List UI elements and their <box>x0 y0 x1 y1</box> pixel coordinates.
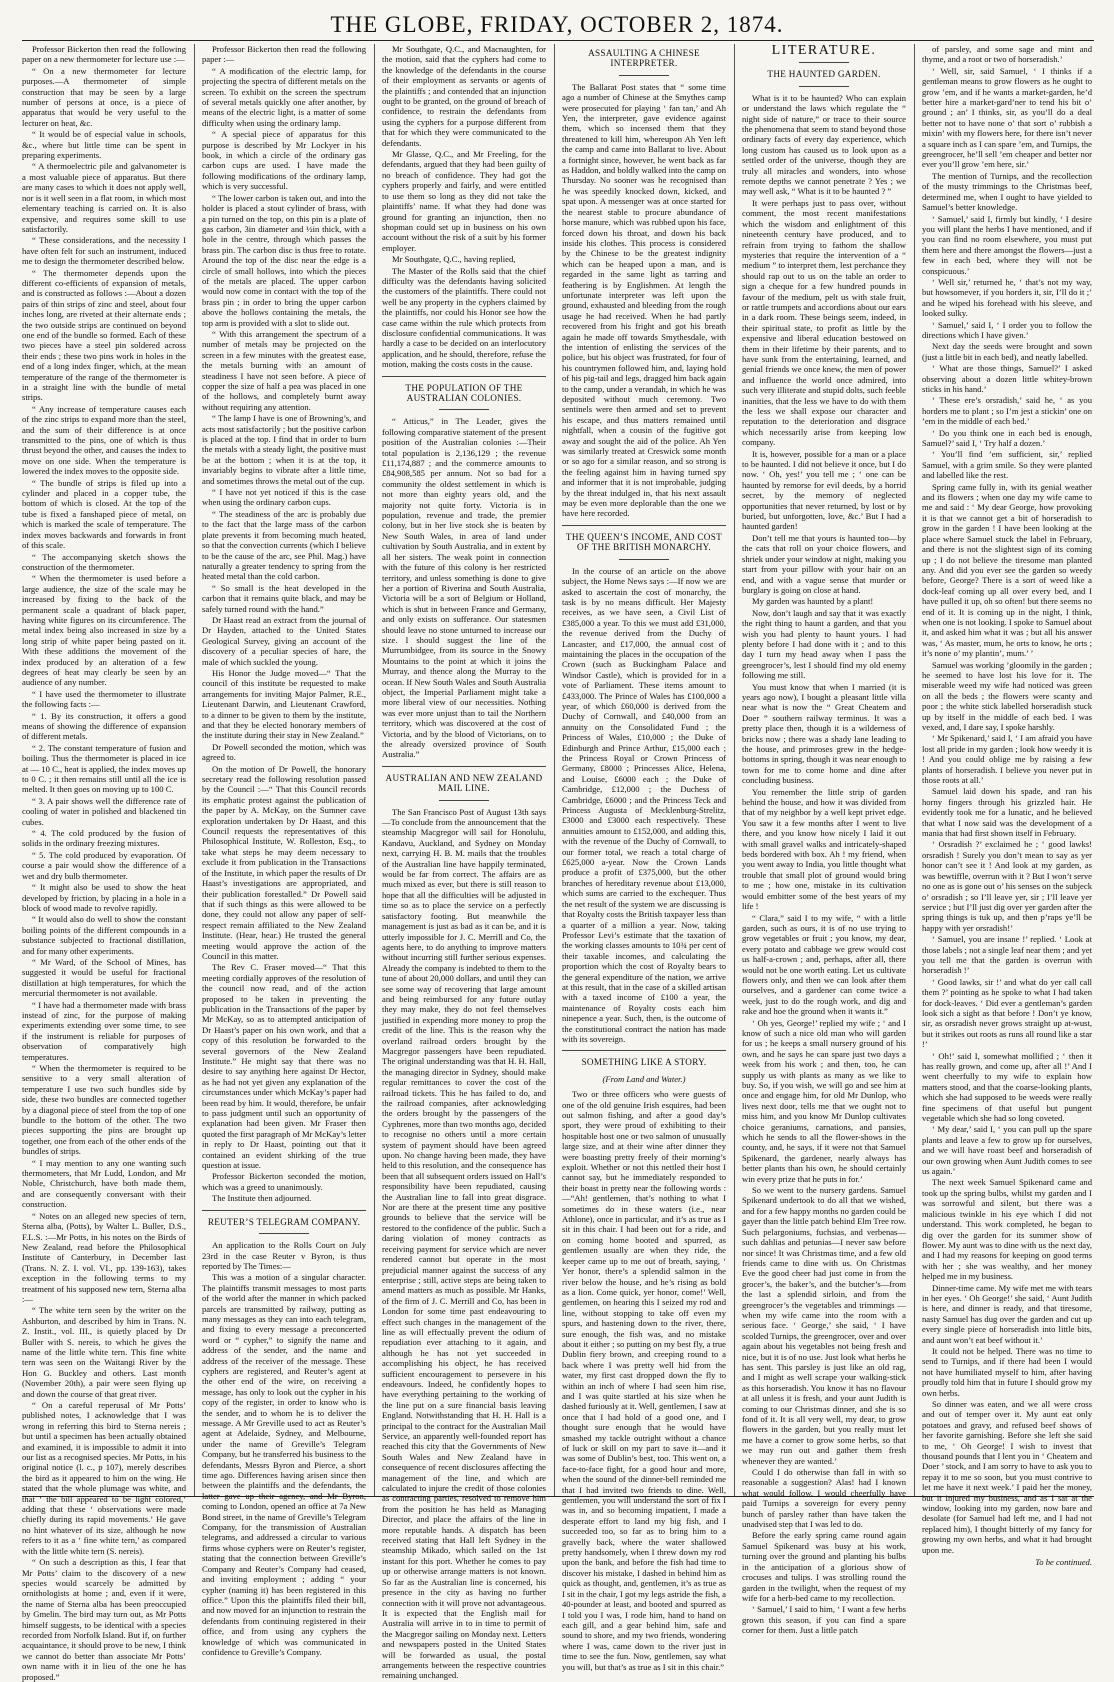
paragraph: “ Atticus,” in The Leader, gives the following comparative statement of the present position of the Australian colonies :—Their total population is 2,136,129 ; the revenue £11,174,887 ; and the commerce amounts to £84,908,585 per annum. Not so bad for a community the oldest settlement in which is not more than eighty years old, and the majority not quite forty. Victoria is in population, revenue and trade, the premier colony, but in her live stock she is beaten by New South Wales, in area of land under cultivation by South Australia, and in extent by all her sisters. The weak point in connection with the future of this colony is her restricted territory, and unless something is done to give her a portion of Riverina and South Australia, Victoria will be a sort of Belgium or Holland, which is shut in between France and Germany, and only exists on sufferance. Our statesmen should leave no stone unturned to increase our size. I should suggest the line of the Murrumbidgee, from its source in the Snowy Mountains to the point at which it joins the Murray, and thence along the Murray to the ocean. If New South Wales and South Australia object, the Imperial Parliament might take a more liberal view of our necessities. Nothing was ever more unjust than to tail the Northern territory, which was discovered at the cost of Victoria, and by the blood of Victorians, on to the already oversized province of South Australia.” <box>382 416 546 760</box>
paragraph: The next week Samuel Spikenard came and took up the spring bulbs, whilst my garden and I was sorrowful and silent, but there was a malicious twinkle in his eye which I did not understand. This work completed, he began to dig over the garden for its summer show of flower. My aunt was to dine with us the next day, and I had my reasons for keeping on good terms with her ; she was wealthy, and her money helped me in my business. <box>922 1177 1092 1282</box>
story-heading: SOMETHING LIKE A STORY. <box>581 1057 707 1068</box>
paragraph: “ Clara,” said I to my wife, “ with a little garden, such as ours, it is of no use trying to grow vegetables or fruit ; you know, my dear, every potato and cabbage we grew would cost us half-a-crown ; and, perhaps, after all, there would not be one worth eating. Let us cultivate flowers only, and then we can look after them ourselves, and a gardener can come twice a week, just to do the rough work, and dig and rake and hoe the ground when it wants it.” <box>742 912 906 1017</box>
population-heading: THE POPULATION OF THE AUSTRALIAN COLONIES. <box>405 382 523 403</box>
paragraph: Now, don’t laugh and say that it was exactly the right thing to haunt a garden, and that you wish you had plenty to haunt yours. I had plenty before I had done with it ; and to this day I turn my head away when I pass the greengrocer’s, lest I should find my old enemy following me still. <box>742 607 906 681</box>
paragraph: “ On such a description as this, I fear that Mr Potts’ claim to the discovery of a new species would scarcely be admitted by ornithologists at home ; and, even if it were, the name of Sterna alba has been preoccupied by Gmelin. The bird may turn out, as Mr Potts himself suggests, to be identical with a species recorded from Norfolk Island. But if, on further acquaintance, it should prove to be new, I think we cannot do better than associate Mr Potts’ own name with it in lieu of the one he has proposed.” <box>22 1557 186 1682</box>
paragraph: “ I have not yet noticed if this is the case when using the ordinary carbon cups. <box>202 487 366 508</box>
paragraph: “ 5. The cold produced by evaporation. Of course a pair would show the difference of a wet and dry bulb thermometer. <box>22 849 186 881</box>
paragraph: On the motion of Dr Powell, the honorary secretary read the following resolution passed by the Council :—“ That this Council records its emphatic protest against the publication of the paper by A. McKay, on the Sumner cave exploration undertaken by Dr Haast, and this Council requests the representatives of this Philosophical Institute, W. Rolleston, Esq., to take what steps he may deem necessary to exclude it from publication in the Transactions of the Institute, in which paper the results of Dr Haast’s investigations are appropriated, and their publication forestalled.” Dr Powell said that if such things as this were allowed to be done, they could not allow any paper of self-respect remain affiliated to the New Zealand Institute. (Hear, hear.) He trusted the general meeting would approve the action of the Council in this matter. <box>202 763 366 961</box>
paragraph: “ These considerations, and the necessity I have often felt for such an instrument, induced me to design the thermometer described below. <box>22 235 186 267</box>
paragraph: “ Mr Ward, of the School of Mines, has suggested it would be useful for fractional distillation at high temperatures, for which the mercurial thermometer is not available. <box>22 956 186 999</box>
short-rule <box>619 559 669 560</box>
column-2 <box>202 44 366 1657</box>
paragraph: “ I have had a thermometer made with brass instead of zinc, for the purpose of making experiments extending over some time, to see if the instrument is reliable for purposes of observation of comparatively high temperatures. <box>22 999 186 1062</box>
paragraph: “ A special piece of apparatus for this purpose is described by Mr Lockyer in his book, in which a circle of the ordinary gas carbon cups are used. I have made the following modifications of the ordinary lamp, which is very successful. <box>202 129 366 192</box>
paragraph: Mr Glasse, Q.C., and Mr Freeling, for the defendants, argued that they had been guilty of no breach of confidence. They had got the cyphers properly and fairly, and were entitled to use them so long as they did not take the plaintiffs’ name. If what they had done was ground for granting an injunction, then no shopman could set up in business on his own account without the risk of a suit by his former employer. <box>382 149 546 253</box>
paragraph: Samuel laid down his spade, and ran his horny fingers through his grizzled hair. He evidently took me for a lunatic, and he believed that what I now said was the development of a mania that had first shown itself in February. <box>922 786 1092 839</box>
paragraph: Don’t tell me that yours is haunted too—by the cats that roll on your choice flowers, and shriek under your window at night, making you start from your pillow with your hair on an end, and with a vague sense that murder or burglary is going on close at hand. <box>742 532 906 595</box>
paragraph: Two or three officers who were guests of one of the old genuine Irish esquires, had been out salmon fishing, and after a good day’s sport, they were proud of exhibiting to their hospitable host one or two salmon of unusually large size, and at their wine after dinner they were boasting pretty freely of their morning’s exploit. Whether or not this nettled their host I cannot say, but he immediately responded to their boast in pretty near the following words :—“Ah! gentlemen, that’s nothing to what I sometimes do in these waters (i.e., near Athlone), once in particular, and it’s as true as I sit in this chair. I had been out for a ride, and on coming home booted and spurred, as gentlemen usually are when they ride, the keeper came up to me out of breath, saying, ‘ Yer honor, there’s a splendid salmon in the river below the house, and he’s rising as bold as a lion. Come quick, yer honor, come!’ Well, gentlemen, on hearing this I seized my rod and line, without stopping to take off even my spurs, and hastening down to the river, there, sure enough, the fish was, and no mistake about it either ; so putting on my best fly, a true Dublin fiery brown, and creeping round to a back where I was pretty well hid from the water, my first cast dropped down the fly to within an inch of where I had seen him rise, and I was quite startled at his size when he dashed furiously at it. Well, gentlemen, I saw at once that I had hold of a good one, and I thought sure enough that he would have smashed my tackle outright without a chance of luck or skill on my part to save it—and it was some of Dublin’s best, too. This went on, a face-to-face fight, for a good hour and more, when the sound of the dinner-bell reminded me that I had invited two friends to dine. Well, gentlemen, you will understand the sort of fix I was in, and so becoming impatient, I made a desperate effort to land my big fish, and I succeeded too, so far as to bring him to a gravelly back, where the water shallowed pretty handsomely, when I threw down my rod upon the bank, and before the fish had time to discover his mistake, I dashed in behind him as quick as thought, and, gentlemen, it’s as true as I sit in the chair, I got my legs astride the fish, a 40-pounder at least, and booted and spurred as I told you I was, I rode him, hand to hand on each gill, and a gear behind him, safe and sound to shore, and my two friends, wondering where I was, came down to the river just in time to see the fun. Now, gentlemen, say what you will, but that’s as true as I sit in this chair.” <box>562 1089 726 1672</box>
paragraph: ‘ What are those things, Samuel?’ I asked observing about a dozen little whitey-brown sticks in his hand.’ <box>922 363 1092 394</box>
paragraph: “ 2. The constant temperature of fusion and boiling. Thus the thermometer is placed in ice at — 10 C., heat is applied, the index moves up to 0 C. ; it then remains still until all the ice is melted. It then goes on moving up to 100 C. <box>22 742 186 795</box>
masthead: THE GLOBE, FRIDAY, OCTOBER 2, 1874. <box>330 12 784 37</box>
paragraph: “ The lower carbon is taken out, and into the holder is placed a stout cylinder of brass, with a pin turned on the top, on this pin is a plate of gas carbon, 3in diameter and ½in thick, with a hole in the centre, through which passes the brass pin. The carbon disc is thus free to rotate. Around the top of the disc near the edge is a circle of small hollows, into which the pieces of the metals are placed. The upper carbon would now come in contact with the top of the brass pin ; in order to bring the upper carbon above the hollows containing the metals, the top arm is provided with a slot to slide out. <box>202 192 366 328</box>
paragraph: It could not be helped. There was no time to send to Turnips, and if there had been I would not have humiliated myself to him, after having proudly told him that in future I should grow my own herbs. <box>922 1345 1092 1398</box>
paragraph: An application to the Rolls Court on July 23rd in the case Reuter v Byron, is thus reported by The Times:— <box>202 1240 366 1271</box>
paragraph: “ 4. The cold produced by the fusion of solids in the ordinary freezing mixtures. <box>22 828 186 849</box>
paragraph: “ The lamp I have is one of Browning’s, and acts most satisfactorily ; but the positive carbon is placed at the top. I find that in order to burn the metals with a steady light, the positive must be at the bottom ; when it is at the top, it invariably begins to vibrate after a little time, and sometimes throws the metal out of the cup. <box>202 413 366 486</box>
paragraph: Professor Bickerton seconded the motion, which was a greed to unanimously. <box>202 1171 366 1192</box>
paragraph: Mr Southgate, Q.C., having replied, <box>392 254 516 265</box>
column-3 <box>382 44 546 1681</box>
paragraph: You remember the little strip of garden behind the house, and how it was divided from that of my neighbor by a well kept privet edge. You saw it a few months after I went to live there, and you know how nicely I laid it out with small gravel walks and intricately-shaped beds bordered with box. Ah ! my friend, when you went away to India, you little thought what trouble that small plot of ground would bring to me ; how one, mistake in its cultivation would embitter some of the best years of my life ! <box>742 786 906 912</box>
paragraph: ‘ Do you think one in each bed is enough, Samuel?’ said I, ‘ Try half a dozen.’ <box>922 427 1092 449</box>
section-rule <box>562 525 726 526</box>
column-5 <box>742 43 906 1636</box>
paragraph: Dr Haast read an extract from the journal of Dr Hayden, attached to the United States Geological Survey, giving an account of the discovery of a peculiar species of hare, the male of which suckled the young. <box>202 614 366 667</box>
paragraph: ‘ Oh!’ said I, somewhat mollified ; ‘ then it has really grown, and come up, after all !’ And I went cheerfully to my wife to explain how matters stood, and that the coarse-looking plants, which she had supposed to be weeds were really fine specimens of that useful but pungent vegetable which she had so long coveted. <box>922 1050 1092 1124</box>
short-rule <box>439 409 489 410</box>
paragraph: My garden was haunted by a plant! <box>752 596 874 607</box>
paragraph: Samuel was working ’gloomily in the garden ; he seemed to have lost his love for it. The miserable weed my wife had noticed was green on all the beds ; the flowers were scanty and poor ; the white stick labelled horseradish stuck up by itself in the middle of each bed. I was vexed, and, I dare say, I spoke harshly. <box>922 659 1092 732</box>
section-rule <box>382 766 546 767</box>
literature-heading: LITERATURE. <box>771 43 877 58</box>
paragraph: Next day the seeds were brought and sown (just a little bit in each bed), and neatly labelled. <box>922 341 1092 362</box>
paragraph: “ It might also be used to show the heat developed by friction, by placing in a hole in a block of wood made to revolve rapidly. <box>22 882 186 913</box>
short-rule <box>619 75 669 76</box>
paragraph: of parsley, and some sage and mint and thyme, and a root or two of horseradish.’ <box>922 44 1092 65</box>
paragraph: ‘ Samuel,’ said I, ‘ I order you to follow the directions which I have given.’ <box>922 319 1092 340</box>
paragraph: ‘ Samuel, you are insane !’ replied. ‘ Look at those labels ; not a single leaf near them ; and yet you tell me that the garden is overrun with horseradish !’ <box>922 934 1092 976</box>
short-rule <box>439 800 489 801</box>
paragraph: “ The steadiness of the arc is probably due to the fact that the large mass of the carbon plate prevents it from becoming much heated, so that the convection currents (which I believe to be the cause of the arc, see Phil. Mag.) have naturally a greater tendency to spring from the heated metal than the cold carbon. <box>202 508 366 582</box>
to-be-continued: To be continued. <box>1035 1557 1092 1568</box>
paragraph: So we went to the nursery gardens. Samuel Spikenard undertook to do all that we wished, and for a few happy months no garden could be gayer than the little patch behind Elm Tree row. Such pelargoniums, fuchsias, and verbenas—such dahlias and petunias—I never saw before nor since! It was Christmas time, and a few old friends came to dine with us. On Christmas Eve the good cheer had just come in from the grocer’s, the baker’s, and the butcher’s—from the last a splendid sirloin, and from the greengrocer’s the vegetables and trimmings —when my wife came into the room with a serious face. ‘ George,’ she said, ‘ I have scolded Turnips, the greengrocer, over and over again about his vegetables not being fresh and nice, but it is of no use. Just look what herbs he has sent. This parsley is just like an old rag, and I might as well scrape your walking-stick as this horseradish. You know it has no flavour at all unless it is fresh, and your aunt Judith is coming to our Christmas dinner, and she is so fond of it. It is all very well, my dear, to grow flowers in the garden, but you really must let me have a corner to grow some herbs, so that we may run out and gather them fresh whenever they are wanted.’ <box>742 1185 906 1466</box>
section-rule <box>382 376 546 377</box>
queen-income-heading: THE QUEEN’S INCOME, AND COST OF THE BRITISH MONARCHY. <box>565 531 723 553</box>
column-2-main-text <box>202 44 366 1204</box>
paragraph: What is it to be haunted? Who can explain or understand the laws which regulate the “ night side of nature,” or trace to their source the phenomena that seem to stand beyond those ordinary facts of every day experience, which long custom has caused us to look upon as a settled order of the universe, though they are truly all miracles and wonders, into whose remote depths we cannot penetrate ? Yes ; we may well ask, “ What is it to be haunted ? ” <box>742 92 906 197</box>
short-rule <box>799 86 849 87</box>
paragraph: ‘ These ere’s orsradish,’ said he, ‘ as you horders me to plant ; so I’m jest a stickin’ one on ’em in the middle of each bed.’ <box>922 395 1092 427</box>
paragraph: “ A thermoelectric pile and galvanometer is a most valuable piece of apparatus. But there are many cases to which it does not apply well, nor is it well seen in a flat room, in which most elementary teaching is carried on. It is also expensive, and requires some skill to use satisfactorily. <box>22 161 186 234</box>
column-divider <box>374 44 375 1496</box>
paragraph: It were perhaps just to pass over, without comment, the most recent manifestations which the wisdom and enlightment of this nineteenth century have produced, and to refrain from trying to fathom the shallow mysteries that require the intervention of a “ medium ” to interpret them, lest perchance they should rap out to us on the table an order to sign a cheque for a few hundred pounds in favour of the medium, pelt us with stale fruit, or rattle trumpets and accordions about our ears in a dark room. These beings seem, indeed, in their spiritual state, to profit as little by the expensive and liberal education bestowed on them in their lifetime by their parents, and to have sunk from the entertaining, learned, and genial friends we once knew, the men of power and influence the world once admired, into such very illiterate and stupid dolts, such feeble inanities, that the less we have to do with them the less we shall expose our character and reputation to the deterioration and disgrace which necessarily arise from keeping low company. <box>742 197 906 448</box>
paragraph: ‘ Good lawks, sir !’ and what do yer call call them ?’ pointing as he spoke to what I had taken for dock-leaves. ‘ Did ever a gentleman’s garden look sich a sight as that before ! Don’t ye know, sir, as orsradish never grows straight up at-wust, but it strikes out roots as runs all round like a star !’ <box>922 976 1092 1050</box>
population-article <box>382 416 546 759</box>
paragraph: “ 3. A pair shows well the difference rate of cooling of water in polished and blackened tin cubes. <box>22 795 186 827</box>
paragraph: So dinner was eaten, and we all were cross and out of temper over it. My aunt eat only potatoes and gravy, and refused beef shows of her favorite garnishing. Before she left she said to me, ‘ Oh George! I wish to invest that thousand pounds that I lent you in ‘ Cheatem and Doer ’ stock, and I am sorry to have to ask you to repay it to me so soon, but you must contrive to let me have it next week.’ I paid her the money, but it injured my business, and as I sat at the window, looking into my garden, now bare and desolate (for Samuel had left me, and I had not replaced him), I thought bitterly of my fancy for growing my own herbs, and what it had brought upon me. <box>922 1399 1092 1555</box>
haunted-garden-heading: THE HAUNTED GARDEN. <box>767 69 881 80</box>
paragraph: “ It would also do well to show the constant boiling points of the different compounds in a substance subjected to fractional distillation, and for many other experiments. <box>22 914 186 956</box>
mail-line-heading: AUSTRALIAN AND NEW ZEALAND MAIL LINE. <box>385 772 543 794</box>
paragraph: “ A modification of the electric lamp, for projecting the spectra of different metals on the screen. To exhibit on the screen the spectrum of several metals quickly one after another, by means of the electric light, is a matter of some difficulty when using the ordinary lamp. <box>202 65 366 128</box>
paragraph: ‘ Oh yes, George!’ replied my wife ; ‘ and I know of such a nice old man who will garden for us ; he keeps a small nursery ground of his own, and he says he can spare just two days a week from his work ; and then, too, he can supply us with plants as many as we like to buy. So, if you wish, we will go and see him at once and engage him, for old Mr Dunlop, who lives next door, tells me that we ought not to miss him, and you know Mr Dunlop cultivates choice geraniums, carnations, and pansies, which he sends to all the flower-shows in the county, and, he says, if it were not that Samuel Spikenard, the gardener, nearly always has better plants than his own, he should certainly win every prize that he puts in for.’ <box>742 1017 906 1184</box>
column-3-main-text <box>382 44 546 370</box>
paragraph: The Master of the Rolls said that the chief difficulty was the defendants having solicited the customers of the plaintiffs. There could not well be any property in the cyphers claimed by the plaintiffs, nor could his Honor see how the case came within the rule which protects from disclosure confidential communications. It was hardly a case to be decided on an interlocutory application, and he should, therefore, refuse the motion, making the costs costs in the cause. <box>382 265 546 370</box>
paragraph: “ The white tern seen by the writer on the Ashburton, and described by him in Trans. N. Z. Instit., vol. III., is quietly placed by Dr Buller with S. nereis, to which he gives the name of the little white tern. This fine white tern was seen on the Waitangi River by the Hon G. Buckley and others. Last month (November 20th), a pair were seen flying up and down the course of that great river. <box>22 1305 186 1399</box>
paragraph: “ I may mention to any one wanting such thermometers, that Mr Ludd, London, and Mr Noble, Christchurch, have both made them, and are consequently conversant with their construction. <box>22 1157 186 1210</box>
paragraph: This was a motion of a singular character. The plaintiffs transmit messages to most parts of the world after the manner in which packed parcels are transmitted by railway, putting as many messages as they can into each telegram, and fixing to every message a preconcerted word or “ cypher,” to signify the name and address of the sender, and the name and address of the receiver of the message. These cyphers are registered, and Reuter’s agent at the other end of the wire, on receiving a message, has only to look out the cypher in his copy of the register, in order to know who is the sender, and to whom he is to deliver the message. A Mr Greville used to act as Reuter’s agent at Adelaide, Sydney, and Melbourne, under the name of Greville’s Telegram Company, but he transferred his business to the defendants, Messrs Byron and Pierce, a short time ago. Differences having arisen since then between the plaintiffs and the defendants, the latter gave up their agency, and Mr Byron, coming to London, opened an office at 7a New Bond street, in the name of Greville’s Telegram Company, for the transmission of Australian telegrams, and addressed a circular to various firms whose cyphers were on Reuter’s register, stating that the connection between Greville’s Company and Reuter’s Company had ceased, and inviting employment ; adding “ your cypher (naming it) has been registered in this office.” Upon this the plaintiffs filed their bill, and now moved for an injunction to restrain the defendants from continuing registered in their office, and from using any cyphers the knowledge of which was communicated in confidence to Greville’s Company. <box>202 1272 366 1657</box>
section-rule <box>202 1210 366 1211</box>
paragraph: Could I do otherwise than fall in with so reasonable a suggestion? Alas! had I known what would follow, I would cheerfully have paid Turnips a sovereign for every penny bunch of parsley rather than have taken the unadvised step that I was led to do. <box>742 1467 906 1530</box>
paragraph: “ Notes on an alleged new species of tern, Sterna alba, (Potts), by Walter L. Buller, D.S., F.L.S. :—Mr Potts, in his notes on the Birds of New Zealand, read before the Philosophical Institute of Canterbury, in December last (Trans. N. Z. I. vol. VI., pp. 139-163), takes exception in the following terms to my treatment of his supposed new tern, Sterna alba :— <box>22 1210 186 1304</box>
short-rule <box>259 1233 309 1234</box>
paragraph: ‘ Orsradish ?’ exclaimed he ; ‘ good lawks! orsradish ! Surely you don’t mean to say as yer honor can’t see it ! And look at my garden, as was bewtiffle, overrun with it ? But I won’t serve no one as is gone out o’ his senses on the subjeck o’ orsradish ; so I’ll leave yer, sir ; I’ll leave yer service ; but I’ll just dig over yer garden after the spring things is tuk up, and then p’raps ye’ll be happy with yer orsradish!’ <box>922 839 1092 933</box>
paragraph: “ When the thermometer is required to be sensitive to a very small alteration of temperature I use two such bundles side by side, these two bundles are connected together by a diagonal piece of steel from the top of one bundle to the bottom of the other. The two pieces supporting the pins are brought up together, one from each of the other ends of the bundles of strips. <box>22 1063 186 1157</box>
paragraph: ‘ My dear,’ said I, ‘ you can pull up the spare plants and leave a few to grow up for ourselves, and we will have roast beef and horseradish of our own growing when Aunt Judith comes to see us again.’ <box>922 1124 1092 1177</box>
paragraph: The San Francisco Post of August 13th says—To conclude from the announcement that the steamship Macgregor will sail for Honolulu, Kandavu, Auckland, and Sydney on Monday next, carrying H. B. M. mails that the troubles of the Australian line have happily terminated, would be far from correct. The affairs are as much mixed as ever, but there is still reason to hope that all the difficulties will be adjusted in time so as to place the service on a perfectly satisfactory footing. But meanwhile the management is just as bad as it can be, and it is utterly impossible for J. C. Merrill and Co, the agents here, to do anything to improve matters without incurring still further serious expenses. Already the company is indebted to them to the tune of about 20,000 dollars, and until they can see some way of recovering that large amount and being reimbursed for any future outlay they may make, they do not feel themselves justified in expending more money to prop the credit of the line. This is the reason why the overland railroad orders brought by the Macgregor passengers have been repudiated. The original understanding was that H. H. Hall, the managing director in Sydney, should make regular remittances to cover the cost of the railroad tickets. This he has failed to do, and the railroad companies, after acknowledging the orders brought by the passengers of the Cyphrenes, more than two months ago, decided to recognise no others until a more certain system of payment should have been agreed upon. No change having been made, they have held to this resolution, and the consequence has been that all subsequent orders issued on Hall’s responsibility have been repudiated, causing the Australian line to fall into great disgrace. Nor are there at the present time any positive grounds to believe that the service will be restored to the confidence of the public. Such a daring violation of money contracts as receiving payment for service which are never rendered cannot but operate in the most prejudicial manner against the success of any enterprise ; still, active steps are being taken to amend matters as much as possible. Mr Hanks, of the firm of J. C. Merrill and Co, has been in London for some time past endeavouring to effect such changes in the management of the line as will effectually prevent the odium of repudiation ever attaching to it again, and although he has not yet succeeded in accomplishing his object, he has received sufficient encouragement to persevere in his endeavours. Indeed, he confidently hopes to have everything pertaining to the working of the line put on a sure financial basis leaving England. Notwithstanding that H. H. Hall is a principal to the contract for the Australian Mail Service, an apparently well-founded report has reached this city that the Governments of New South Wales and New Zealand have in consequence of recent disclosures affecting the management of the line, and which are calculated to injure the credit of those colonies as contracting parties, resolved to remove him from the position he has held as Managing Director, and place the affairs of the line in more reputable hands. A dispatch has been received stating that Hall left Sydney in the steamship Mikado, which sailed on the 1st instant for this port. Whether he comes to pay up or otherwise arrange matters is not known. So far as the Australian line is concerned, his presence in the city as having no further connection with it will prove not advantageous. It is expected that the English mail for Australia will arrive in to in time to permit of the Macgregor sailing on Monday next. Letters and newspapers posted in the United States will be forwarded as usual, the postal arrangements between the respective countries remaining unchanged. <box>382 806 546 1681</box>
paragraph: “ The accompanying sketch shows the construction of the thermometer. <box>22 551 186 572</box>
paragraph: “ The bundle of strips is filed up into a cylinder and placed in a copper tube, the bottom of which is closed. At the top of the tube is fixed a fanshaped piece of metal, on which is marked the scale of temperature. The index moves backwards and forwards in front of this scale. <box>22 477 186 551</box>
masthead-rule <box>22 40 1094 41</box>
reuter-heading: REUTER’S TELEGRAM COMPANY. <box>207 1216 361 1227</box>
paragraph: “ On a new thermometer for lecture purposes.—A thermometer of simple construction that may be seen by a large number of persons at once, is a piece of apparatus that would be very useful to the lecturer on heat, &c. <box>22 65 186 128</box>
paragraph: “ When the thermometer is used before a large audience, the size of the scale may be increased by fixing to the back of the permanent scale a quadrant of black paper, having white figures on its circumference. The metal index being also increased in size by a long strip of white paper being pasted on it. With these additions the movement of the index produced by an alteration of a few degrees of heat may clearly be seen by an audience of any number. <box>22 573 186 688</box>
paragraph: Before the early spring came round again Samuel Spikenard was busy at his work, turning over the ground and planting his bulbs in the anticipation of a glorious show of crocuses and tulips. I was strolling round the garden in the twilight, when the request of my wife for a herb-bed came to my recollection. <box>742 1530 906 1603</box>
paragraph: ‘ Samuel,’ said I, firmly but kindly, ‘ I desire you will plant the herbs I have mentioned, and if you can find no room elsewhere, you must put them here and there amongst the flowers—just a few in each bed, where they will not be conspicuous.’ <box>922 213 1092 276</box>
paragraph: The Ballarat Post states that “ some time ago a number of Chinese at the Smythes camp were prosecuted for playing ‘ fan tan,’ and Ah Yen, the interpreter, gave evidence against them, which so incensed them that they threatened to kill him, whereupon Ah Yen left the camp and came into Ballarat to live. About a fortnight since, however, he went back as far as Haddon, and boldly walked into the camp on Thursday. No sooner was he recognised than he was speedily knocked down, kicked, and spat upon. A messenger was at once started for the nearest stable to procure abundance of horse manure, which was rubbed upon his face, forced down his throat, and down his back inside his clothes. This process is considered by the Chinese to be the greatest indignity which can be heaped upon a man, and is regarded in the same light as tarring and feathering is by Englishmen. At length the unfortunate interpreter was left upon the ground, exhausted and bleeding from the rough usage he had received. When he had partly recovered from his fright and got his breath again he made off towards Smythesdale, with the intention of enlisting the services of the police, but his object was frustrated, for four of his countrymen followed him, and, laying hold of his pig-tail and legs, dragged him back again to the camp, under a verandah, in which he was deposited without much ceremony. Two sentinels were then armed and set to prevent his escape, and thus matters remained until nightfall, when a cousin of the fugitive got away and sought the aid of the police. Ah Yen was similarly treated at Creswick some month or so ago for a similar reason, and so strong is the feeling against him in having turned spy and informer that it is not improbable, judging by the threat indulged in, that his next assault may be even more deplorable than the one we have here recorded. <box>562 81 726 519</box>
assault-article <box>562 82 726 519</box>
paragraph: ‘ Samuel,’ I said to him, ‘ I want a few herbs grown this season, if you can find a spare corner for them. Just a little patch <box>742 1604 906 1636</box>
haunted-garden-continued-text <box>922 44 1092 1555</box>
paragraph: His Honor the Judge moved—“ That the council of this institute be requested to make arrangements for inviting Major Palmer, R.E., Lieutenant Darwin, and Lieutenant Crawford, to a dinner to be given to them by the institute, and that they be elected honorary members of the institute during their stay in New Zealand.” <box>202 667 366 741</box>
paragraph: The Rev C. Fraser moved—“ That this meeting cordially approves of the resolution of the council now read, and of the action proposed to be taken in preventing the publication in the Transactions of the paper by Mr McKay, so as to attempted anticipation of Dr Haast’s paper on his own work, and that a copy of this resolution be forwarded to the several governors of the New Zealand Institute.” He might say that there was no desire to say anything here against Dr Hector, as he had not yet given any explanation of the circumstances under which McKay’s paper had been read by him. It would, therefore, be unfair to pass judgment until such an opportunity of explanation had been given. Mr Fraser then quoted the first paragraph of Mr McKay’s letter in reply to Dr Haast, pointing out that it contained an evident shirking of the true question at issue. <box>202 962 366 1171</box>
section-rule <box>562 1050 726 1051</box>
paragraph: The Institute then adjourned. <box>212 1193 312 1204</box>
assault-heading: ASSAULTING A CHINESE INTERPRETER. <box>588 48 700 69</box>
paragraph: In the course of an article on the above subject, the Home News says :—If now we are asked to ascertain the cost of monarchy, the task is by no means difficult. Her Majesty receives, as we have seen, a Civil List of £385,000 a year. To this we must add £31,000, the revenue derived from the Duchy of Lancaster, and £17,000, the annual cost of maintaining the places in the occupation of the Crown (such as Buckingham Palace and Windsor Castle), which is provided for in a vote of Parliament. These items amount to £433,000. The Prince of Wales has £100,000 a year, of which £60,000 is derived from the Duchy of Cornwall, and £40,000 from an annuity on the Consolidated Fund ; the Princess of Wales, £10,000 ; the Duke of Edinburgh and Prince Arthur, £15,000 each ; the Princess Royal or Crown Princess of Germany, £8000 ; Princesses Alice, Helena, and Louise, £6000 each ; the Duke of Cambridge, £12,000 ; the Duchess of Cambridge, £6000 ; and the Princess Teck and Princess Augusta of Mecklenburg-Strelitz, £3000 and £3000 each respectively. These annuities amount to £152,000, and adding this, with the revenue of the Duchy of Cornwall, to our former total, we reach a total charge of £625,000 a-year. Now the Crown Lands produce a profit of £375,000, but the other branches of hereditary revenue about £13,000, which sums are carried to the exchequer. Thus the net result of the system we are discussing is that Royalty costs the British taxpayer less than a quarter of a million a year. Now, taking Professor Levi’s estimate that the taxation of the working classes amounts to 10¾ per cent of their taxable incomes, and calculating the proportion which the cost of Royalty bears to the general expenditure of the nation, we arrive at this result, that in the case of a skilled artisan with a taxed income of £100 a year, the maintenance of Royalty costs each him ninepence a year. Such, then, is the outcome of the constitutional contract the nation has made with its sovereign. <box>562 565 726 1044</box>
paragraph: “ So small is the heat developed in the carbon that it remains quite black, and may be safely turned round with the hand.” <box>202 582 366 614</box>
paragraph: Dr Powell seconded the motion, which was agreed to. <box>202 741 366 763</box>
reuter-article <box>202 1240 366 1657</box>
paragraph: You must know that when I married (it is years ago now), I bought a pleasant little villa near what is now the “ Great Cheatem and Doer ” southern railway terminus. It was a pretty place then, though it is a wilderness of bricks now ; there was a shady lane leading to the house, and primroses grew in the hedge-bottoms in spring, though it was near enough to town for me to come home and dine after concluding business. <box>742 681 906 786</box>
paragraph: ‘ Well, sir, said Samuel, ‘ I thinks if a gentleman means to grow flowers as he ought to grow ’em, and if he wants a market-garden, he’d better hire a market-gard’ner to tend his bit o’ ground ; an’ I thinks, sir, as you’ll do a deal better not to have none o’ that sort o’ rubbish a mixin’ with my flowers here, for there isn’t never a square inch as I can spare ’em, and Turnips, the greengrocer, he’ll sell ’em cheaper and better nor ever you’ll grow ’em here, sir.’ <box>922 65 1092 170</box>
paragraph: “ On a careful reperusal of Mr Potts’ published notes, I acknowledge that I was wrong in referring this bird to Sterna nereis ; but until a specimen has been actually obtained and examined, it is impossible to admit it into our list as a recognised species. Mr Potts, in his original notice (l. c., p 107), merely describes the bird as it appeared to him on the wing. He stated that the whole plumage was white, and that ‘ the bill appeared to be light colored,’ adding that these ‘ observations were made chiefly during its rapid movements.’ He gave no hint whatever of its size, although he now refers to it as a ‘ fine white tern,’ as compared with the little white tern (S. nereis). <box>22 1400 186 1556</box>
column-1 <box>22 44 186 1682</box>
paragraph: ‘ Well sir,’ returned he, ‘ that’s not my way, but howsomever, if you horders it, sir, I’ll do it ;’ and he wiped his forehead with his sleeve, and looked sulky. <box>922 276 1092 319</box>
paragraph: “ Any increase of temperature causes each of the zinc strips to expand more than the steel, and the sum of their difference is at once transmitted to the pins, one of which is thus thrust beyond the other, and causes the index to move on one side. When the temperature is lowered the index moves to the opposite side. <box>22 403 186 477</box>
column-divider <box>734 44 735 1496</box>
paragraph: “ 1. By its construction, it offers a good means of showing the difference of expansion of different metals. <box>22 710 186 742</box>
paragraph: The mention of Turnips, and the recollection of the musty trimmings to the Christmas beef, determined me, when I ought to have yielded to Samuel’s better knowledge. <box>922 170 1092 213</box>
story-article <box>562 1089 726 1672</box>
column-divider <box>554 44 555 1496</box>
column-divider <box>194 44 195 1496</box>
column-6 <box>922 44 1092 1568</box>
paragraph: Professor Bickerton then read the following paper :— <box>202 44 366 65</box>
paragraph: “ I have used the thermometer to illustrate the following facts :— <box>22 688 186 710</box>
paragraph: ‘ Mr Spikenard,’ said I, ‘ I am afraid you have lost all pride in my garden ; look how weedy it is ! And you could oblige me by raising a few plants of horseradish. I believe you never put in those roots at all.’ <box>922 733 1092 786</box>
column-divider <box>914 44 915 1496</box>
paragraph: Mr Southgate, Q.C., and Macnaughten, for the motion, said that the cyphers had come to the knowledge of the defendants in the course of their employment as servants or agents of the plaintiffs ; and contended that an injunction ought to be granted, on the ground of breach of confidence, to restrain the defendants from using the cyphers for a purpose different from that for which they were communicated to the defendants. <box>382 44 546 148</box>
column-4 <box>562 44 726 1672</box>
paragraph: Dinner-time came. My wife met me with tears in her eyes. ‘ Oh George!’ she said, ‘ Aunt Judith is here, and dinner is ready, and that tiresome, nasty Samuel has dug over the garden and cut up every single piece of horseradish into little bits, and aunt won’t eat beef without it.’ <box>922 1282 1092 1345</box>
paragraph: “ With this arrangement the spectrum of a number of metals may be projected on the screen in a few minutes with the greatest ease, the metals burning with an amount of steadiness I have not seen before. A piece of copper the size of half a pea was placed in one of the hollows, and completely burnt away without requiring any attention. <box>202 328 366 412</box>
story-source: (From Land and Water.) <box>602 1073 686 1084</box>
paragraph: “ The thermometer depends upon the different co-efficients of expansion of metals, and is constructed as follows :—About a dozen pairs of thin strips of zinc and steel, about four inches long, are riveted at their alternate ends ; the two outside strips are continued on beyond one end of the bundle so formed. Each of these two pieces have a steel pin soldered across their ends ; these two pins work in holes in the end of a long index finger, which, at the mean temperature of the range of the thermometer is in a straight line with the bundle of metal strips. <box>22 267 186 403</box>
queen-income-article <box>562 566 726 1045</box>
haunted-garden-text <box>742 93 906 1636</box>
paragraph: Professor Bickerton then read the following paper on a new thermometer for lecture use :— <box>22 44 186 65</box>
short-rule <box>799 62 849 63</box>
paragraph: It is, however, possible for a man or a place to be haunted. I did not believe it once, but I do now. ‘ Oh, yes!’ you tell me ; ‘ one can be haunted by remorse for evil deeds, by a horrid secret, by the memory of neglected opportunities that never returned, by lost or by buried, but unforgotten, love, &c.’ But I had a haunted garden! <box>742 448 906 532</box>
bottom-rule <box>22 1496 1094 1497</box>
paragraph: ‘ You’ll find ’em sufficient, sir,’ replied Samuel, with a grim smile. So they were planted and labelled like the rest. <box>922 449 1092 481</box>
paragraph: “ It would be of especial value in schools, &c., where but little time can be spent in preparing experiments. <box>22 129 186 161</box>
mail-line-article <box>382 807 546 1681</box>
paragraph: Spring came fully in, with its genial weather and its flowers ; when one day my wife came to me and said : ‘ My dear George, how provoking it is that we cannot get a bit of horseradish to grow in the garden ! I have been looking at the place where Samuel stuck the label in February, and there is not the slightest sign of its coming up ; I do not believe the tiresome man planted any. And did you ever see the garden so weedy before, George? There is a sort of weed like a dock-leaf coming up all over every bed, and I have pulled it up, oh so often! but there seems no end of it. It is coming up in the night, I think, when one is not looking. I spoke to Samuel about it, and asked him what it was ; but all his answer was, ‘ As master, mum, he orts to know, he orts ; it’s none o’ my plantin’, mum.’ ’ <box>922 481 1092 659</box>
